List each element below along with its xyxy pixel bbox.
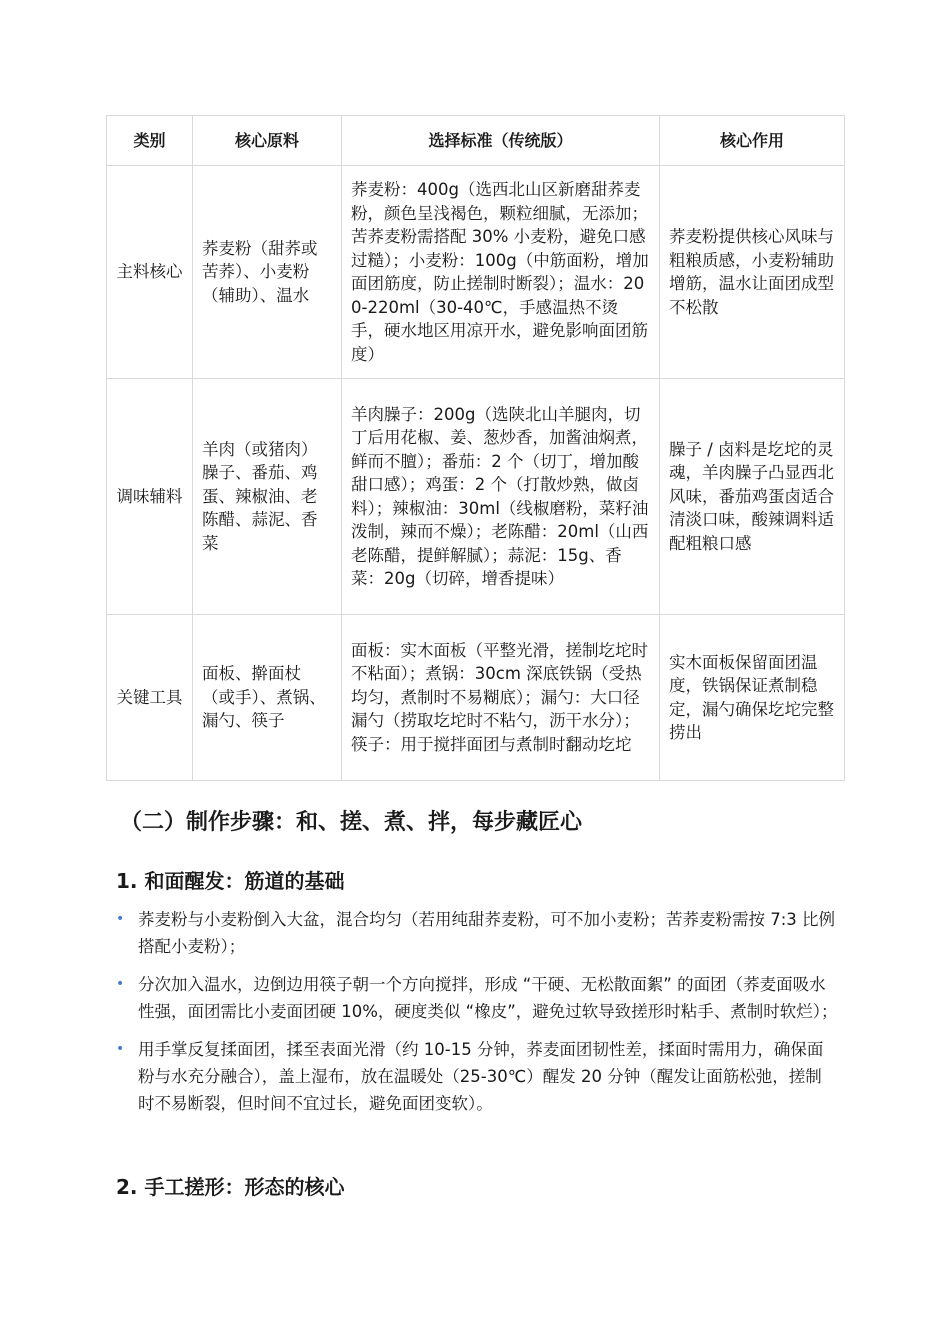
cell-category: 调味辅料 (107, 379, 193, 615)
ingredients-table (106, 115, 845, 781)
header-category: 类别 (107, 116, 193, 166)
list-item (116, 971, 838, 1025)
cell-ingredients: 荞麦粉（甜荞或苦荞）、小麦粉（辅助）、温水 (193, 166, 342, 379)
cell-category: 主料核心 (107, 166, 193, 379)
cell-category: 关键工具 (107, 615, 193, 781)
cell-role: 臊子 / 卤料是圪坨的灵魂，羊肉臊子凸显西北风味，番茄鸡蛋卤适合清淡口味，酸辣调料适配粗粮口感 (660, 379, 845, 615)
table-row (107, 379, 845, 615)
section-title: （二）制作步骤：和、搓、煮、拌，每步藏匠心 (120, 810, 583, 835)
cell-role: 实木面板保留面团温度，铁锅保证煮制稳定，漏勺确保圪坨完整捞出 (660, 615, 845, 781)
header-standard: 选择标准（传统版） (342, 116, 660, 166)
cell-standard: 荞麦粉：400g（选西北山区新磨甜荞麦粉，颜色呈浅褐色，颗粒细腻，无添加；苦荞麦粉需搭配 30% 小麦粉，避免口感过糙）；小麦粉：100g（中筋面粉，增加面团筋度，防止搓制时断裂）；温水：200-220ml（30-40℃，手感温热不烫手，硬水地区用凉开水，避免影响面团筋度） (342, 166, 660, 379)
table-row (107, 615, 845, 781)
table-row (107, 166, 845, 379)
cell-standard: 面板：实木面板（平整光滑，搓制圪坨时不粘面）；煮锅：30cm 深底铁锅（受热均匀，煮制时不易糊底）；漏勺：大口径漏勺（捞取圪坨时不粘勺，沥干水分）；筷子：用于搅拌面团与煮制时翻动圪坨 (342, 615, 660, 781)
cell-ingredients: 面板、擀面杖（或手）、煮锅、漏勺、筷子 (193, 615, 342, 781)
bullet-icon: • (116, 976, 125, 992)
bullet-icon: • (116, 1041, 125, 1057)
header-ingredients: 核心原料 (193, 116, 342, 166)
step1-title: 1. 和面醒发：筋道的基础 (116, 869, 345, 893)
list-item (116, 1036, 838, 1117)
list-item-text: 用手掌反复揉面团，揉至表面光滑（约 10-15 分钟，荞麦面团韧性差，揉面时需用力，确保面粉与水充分融合），盖上湿布，放在温暖处（25-30℃）醒发 20 分钟（醒发让面筋松弛，搓制时不易断裂，但时间不宜过长，避免面团变软）。 (138, 1040, 824, 1113)
cell-role: 荞麦粉提供核心风味与粗粮质感，小麦粉辅助增筋，温水让面团成型不松散 (660, 166, 845, 379)
list-item (116, 906, 838, 960)
cell-standard: 羊肉臊子：200g（选陕北山羊腿肉，切丁后用花椒、姜、葱炒香，加酱油焖煮，鲜而不膻）；番茄：2 个（切丁，增加酸甜口感）；鸡蛋：2 个（打散炒熟，做卤料）；辣椒油：30ml（线椒磨粉，菜籽油泼制，辣而不燥）；老陈醋：20ml（山西老陈醋，提鲜解腻）；蒜泥：15g、香菜：20g（切碎，增香提味） (342, 379, 660, 615)
step1-list (116, 906, 838, 1128)
bullet-icon: • (116, 911, 125, 927)
header-role: 核心作用 (660, 116, 845, 166)
list-item-text: 荞麦粉与小麦粉倒入大盆，混合均匀（若用纯甜荞麦粉，可不加小麦粉；苦荞麦粉需按 7:3 比例搭配小麦粉）； (138, 910, 836, 956)
list-item-text: 分次加入温水，边倒边用筷子朝一个方向搅拌，形成 “干硬、无松散面絮” 的面团（荞麦面吸水性强，面团需比小麦面团硬 10%，硬度类似 “橡皮”，避免过软导致搓形时粘手、煮制时软烂）； (138, 975, 838, 1021)
table-header-row (107, 116, 845, 166)
step2-title: 2. 手工搓形：形态的核心 (116, 1175, 345, 1199)
cell-ingredients: 羊肉（或猪肉）臊子、番茄、鸡蛋、辣椒油、老陈醋、蒜泥、香菜 (193, 379, 342, 615)
